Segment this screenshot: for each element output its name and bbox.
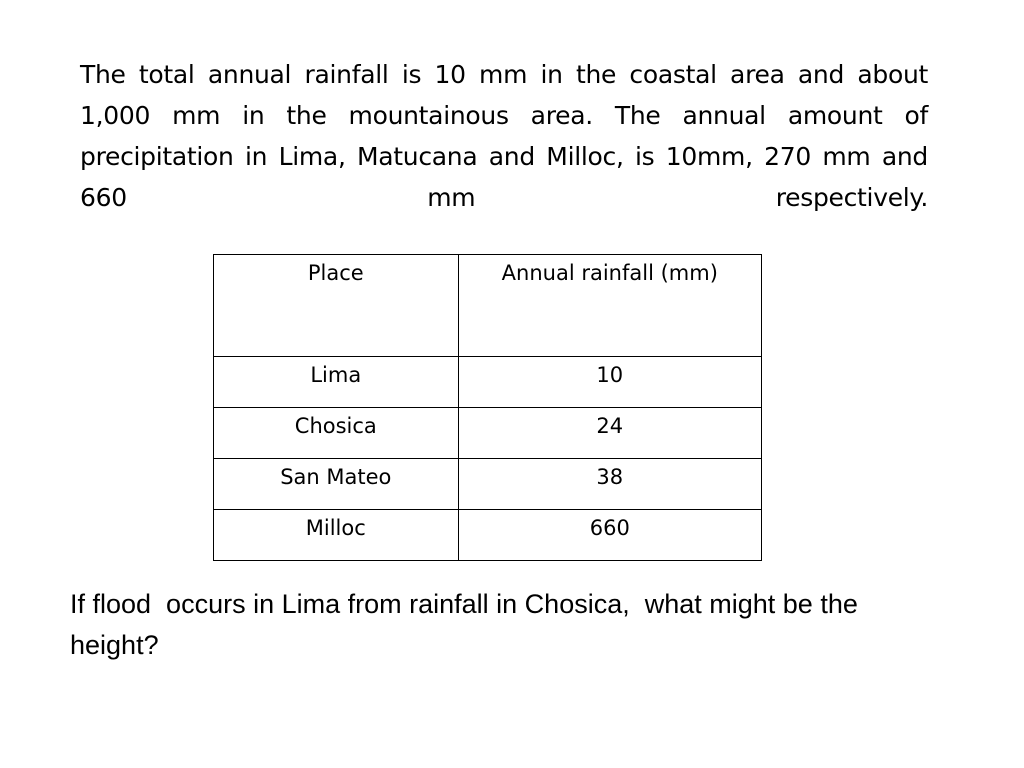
intro-paragraph: The total annual rainfall is 10 mm in the coastal area and about 1,000 mm in the mountainous area. The annual amount of precipitation in Lima, Matucana and Milloc, is 10mm, 270 mm and 660 mm respectively. (80, 60, 928, 212)
table-row (214, 408, 762, 459)
table-row (214, 357, 762, 408)
cell-rainfall: 24 (458, 408, 761, 459)
cell-place: Milloc (214, 510, 459, 561)
header-annual-rainfall: Annual rainfall (mm) (458, 255, 761, 357)
cell-place: San Mateo (214, 459, 459, 510)
table-header-row (214, 255, 762, 357)
cell-rainfall: 660 (458, 510, 761, 561)
cell-place: Chosica (214, 408, 459, 459)
header-place: Place (214, 255, 459, 357)
table-row (214, 459, 762, 510)
question-text: If flood occurs in Lima from rainfall in Chosica, what might be the height? (70, 589, 866, 660)
cell-rainfall: 10 (458, 357, 761, 408)
cell-rainfall: 38 (458, 459, 761, 510)
rainfall-table (213, 254, 762, 561)
table-row (214, 510, 762, 561)
cell-place: Lima (214, 357, 459, 408)
